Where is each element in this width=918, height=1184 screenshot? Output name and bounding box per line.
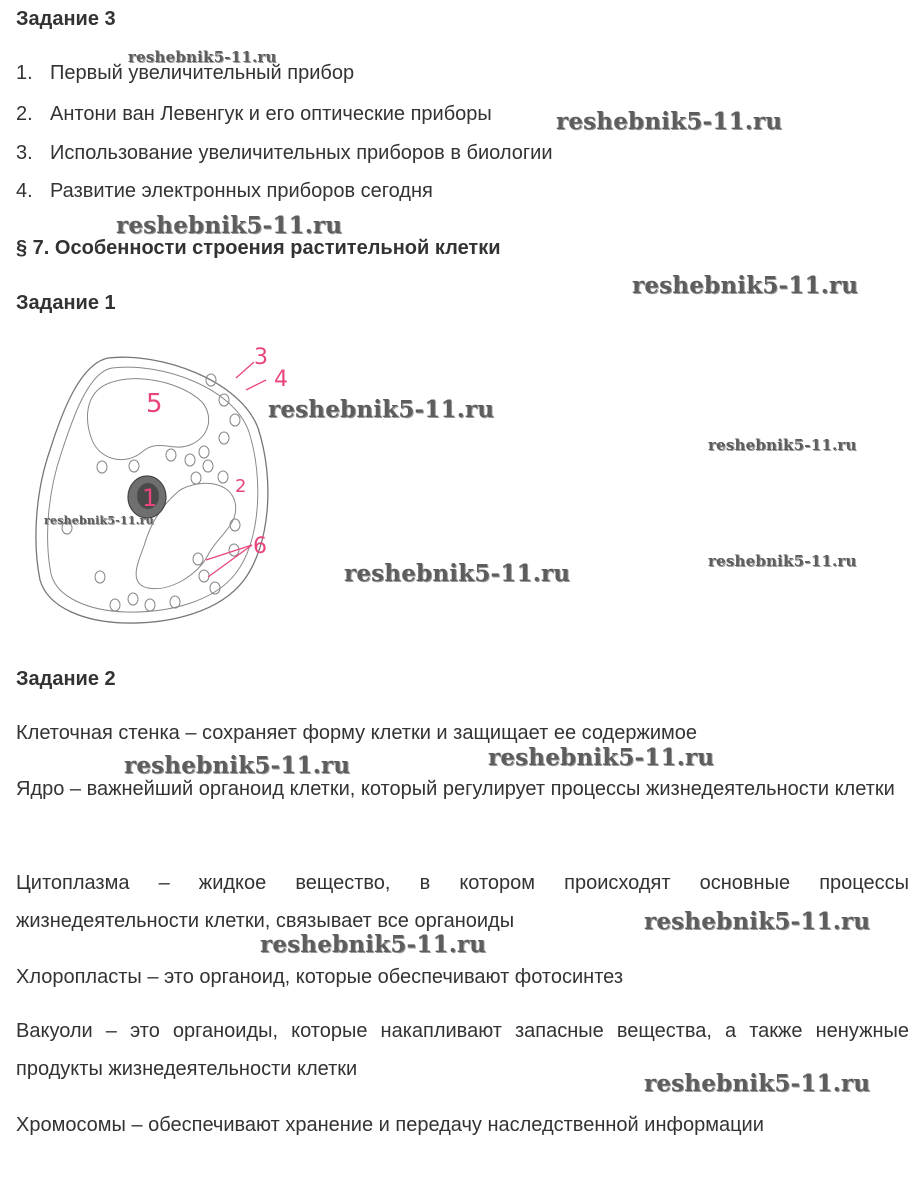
watermark: reshebnik5-11.ru: [128, 48, 277, 66]
watermark: reshebnik5-11.ru: [116, 212, 343, 239]
list-number: 4.: [16, 180, 33, 202]
list-number: 1.: [16, 62, 33, 84]
figure-label: 5: [146, 389, 163, 419]
definition-paragraph: Цитоплазма – жидкое вещество, в котором происходят основные процессы жизнедеятельности клетки, связывает все органоиды: [16, 872, 909, 932]
watermark: reshebnik5-11.ru: [644, 908, 871, 935]
watermark: reshebnik5-11.ru: [44, 514, 154, 527]
section-title: § 7. Особенности строения растительной клетки: [16, 237, 501, 259]
watermark: reshebnik5-11.ru: [644, 1070, 871, 1097]
list-text: Антони ван Левенгук и его оптические приборы: [50, 103, 492, 125]
plant-cell-figure: [30, 340, 288, 625]
figure-label: 6: [253, 534, 267, 559]
list-number: 2.: [16, 103, 33, 125]
watermark: reshebnik5-11.ru: [344, 560, 571, 587]
figure-label: 2: [235, 476, 247, 497]
figure-label: 4: [274, 367, 288, 392]
watermark: reshebnik5-11.ru: [260, 931, 487, 958]
definition-paragraph: Хромосомы – обеспечивают хранение и передачу наследственной информации: [16, 1114, 764, 1136]
watermark: reshebnik5-11.ru: [268, 396, 495, 423]
watermark: reshebnik5-11.ru: [708, 436, 857, 454]
figure-label: 1: [142, 484, 158, 512]
list-item: [16, 180, 433, 203]
task2-heading: Задание 2: [16, 668, 116, 690]
definition-paragraph: Хлоропласты – это органоид, которые обеспечивают фотосинтез: [16, 966, 623, 988]
list-item: [16, 142, 553, 165]
watermark: reshebnik5-11.ru: [708, 552, 857, 570]
watermark: reshebnik5-11.ru: [488, 744, 715, 771]
definition-paragraph: Вакуоли – это органоиды, которые накапливают запасные вещества, а также ненужные продукты жизнедеятельности клетки: [16, 1020, 909, 1080]
watermark: reshebnik5-11.ru: [124, 752, 351, 779]
definition-paragraph: Клеточная стенка – сохраняет форму клетки и защищает ее содержимое: [16, 722, 697, 744]
list-text: Развитие электронных приборов сегодня: [50, 180, 433, 202]
list-item: [16, 103, 492, 126]
definition-paragraph: Ядро – важнейший органоид клетки, который регулирует процессы жизнедеятельности клетки: [16, 778, 895, 800]
list-text: Первый увеличительный прибор: [50, 62, 355, 84]
task1-heading: Задание 1: [16, 292, 116, 314]
watermark: reshebnik5-11.ru: [556, 108, 783, 135]
list-text: Использование увеличительных приборов в биологии: [50, 142, 553, 164]
watermark: reshebnik5-11.ru: [632, 272, 859, 299]
figure-label: 3: [254, 345, 268, 370]
task3-heading: Задание 3: [16, 8, 116, 30]
list-number: 3.: [16, 142, 33, 164]
